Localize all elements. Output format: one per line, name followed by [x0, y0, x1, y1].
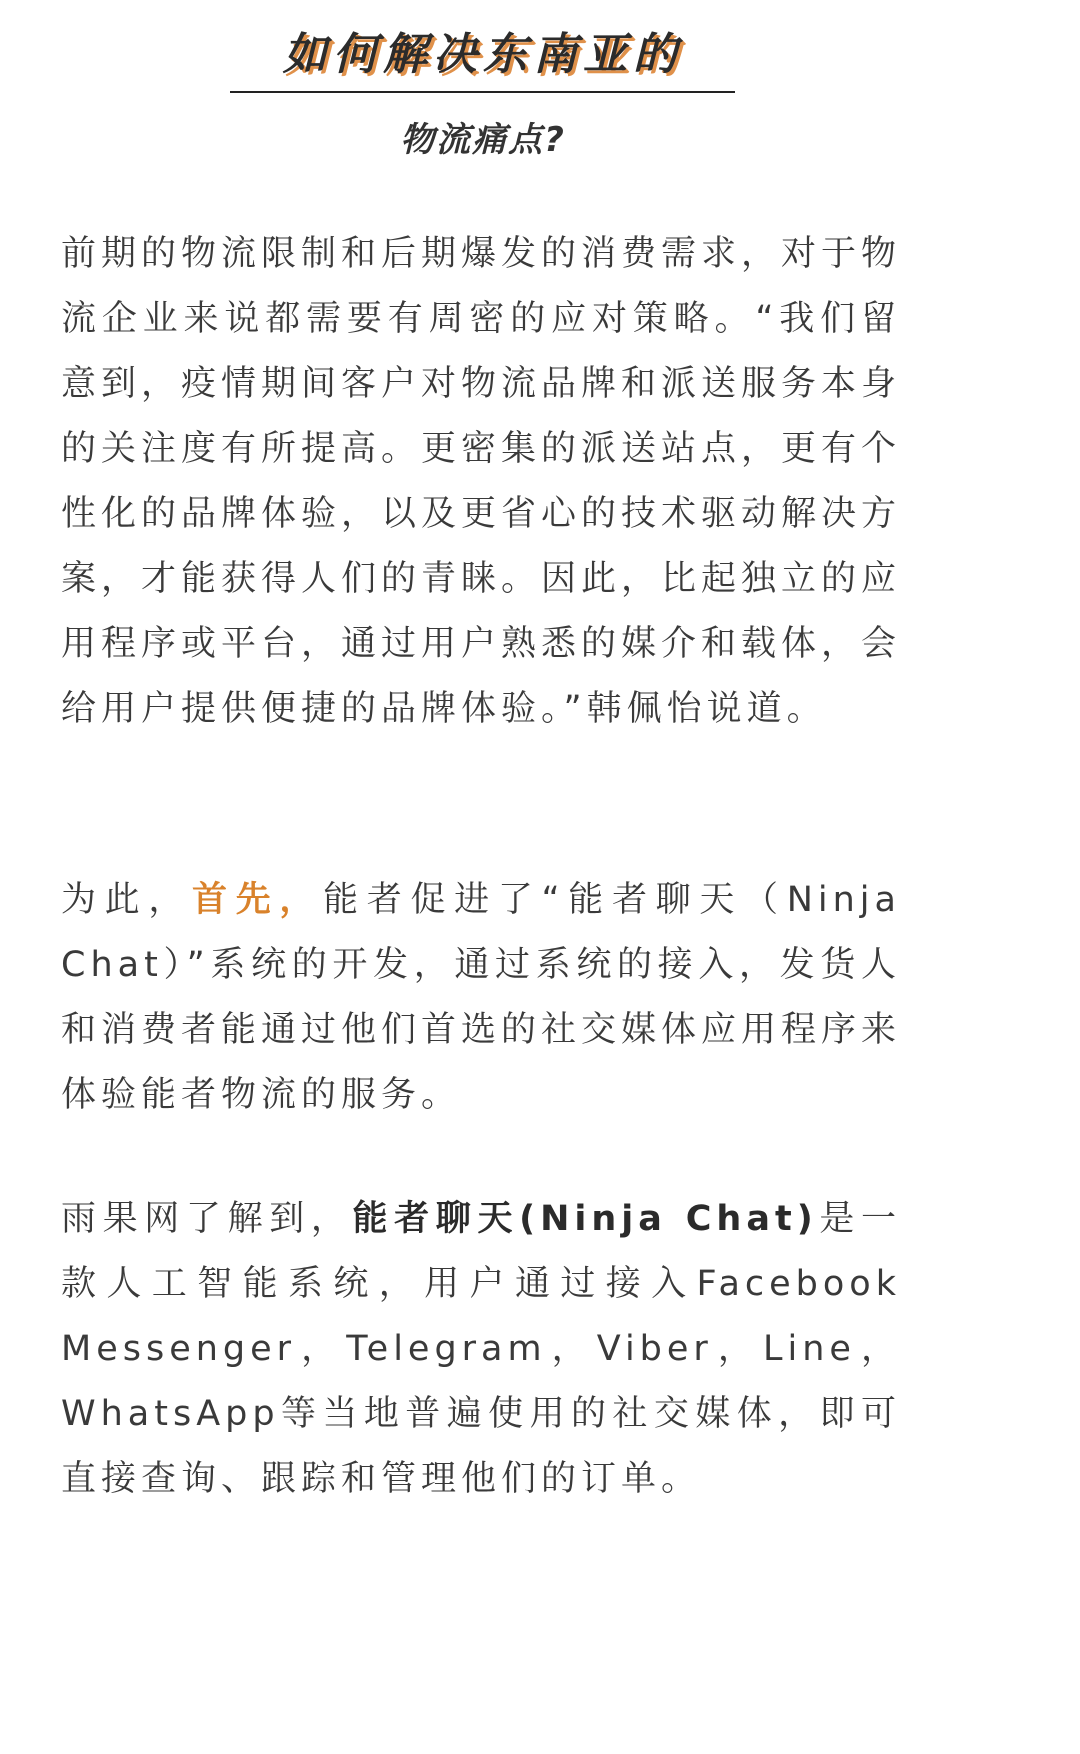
- paragraph-logistics-demand: [61, 222, 901, 742]
- paragraph-prefix: 为此，: [61, 880, 193, 920]
- paragraph-prefix: 雨果网了解到，: [61, 1199, 353, 1239]
- headline-subtitle: 物流痛点?: [400, 120, 566, 160]
- paragraph-text: 是一款人工智能系统，用户通过接入Facebook Messenger，Telegram，Viber，Line， WhatsApp等当地普遍使用的社交媒体，即可直接查询、跟踪和管理他们的订单。: [61, 1199, 901, 1499]
- headline-divider: [230, 91, 735, 93]
- paragraph-ninja-chat-development: [61, 868, 901, 1128]
- paragraph-text: 前期的物流限制和后期爆发的消费需求，对于物流企业来说都需要有周密的应对策略。“我们留意到，疫情期间客户对物流品牌和派送服务本身的关注度有所提高。更密集的派送站点，更有个性化的品牌体验，以及更省心的技术驱动解决方案，才能获得人们的青睐。因此，比起独立的应用程序或平台，通过用户熟悉的媒介和载体，会给用户提供便捷的品牌体验。”韩佩怡说道。: [61, 234, 902, 729]
- highlight-first: 首先，: [192, 880, 324, 920]
- paragraph-text: 能者促进了“能者聊天（Ninja Chat）”系统的开发，通过系统的接入，发货人和消费者能通过他们首选的社交媒体应用程序来体验能者物流的服务。: [61, 880, 902, 1115]
- paragraph-ninja-chat-description: [61, 1187, 901, 1512]
- article-header: [0, 0, 966, 180]
- term-ninja-chat: 能者聊天(Ninja Chat): [352, 1199, 818, 1239]
- headline-title: 如何解决东南亚的: [283, 29, 683, 80]
